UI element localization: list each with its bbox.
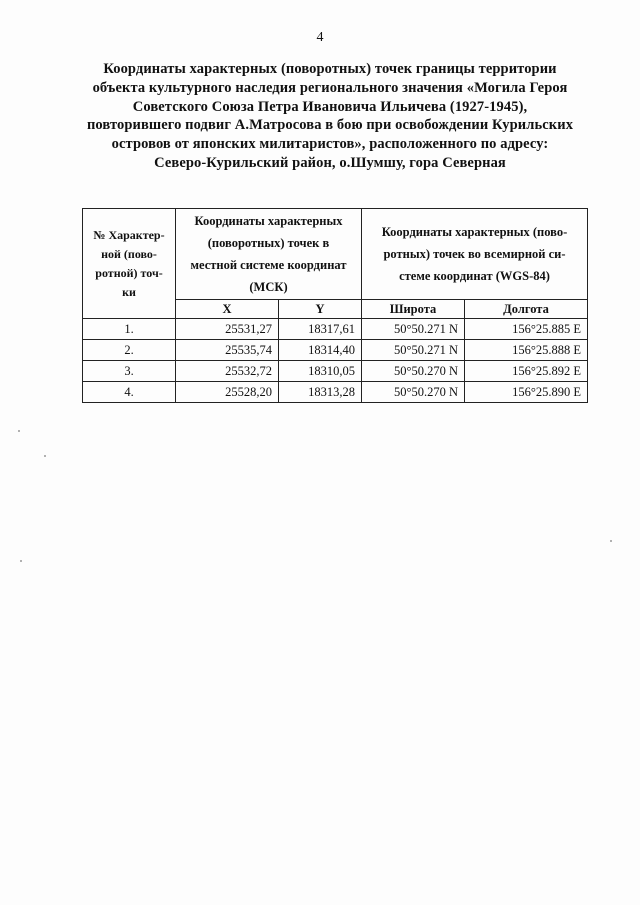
scan-speck (20, 560, 22, 562)
header-text-line: ротной) точ- (95, 265, 163, 280)
cell-y: 18313,28 (279, 382, 362, 403)
header-wgs-coordinates (362, 209, 588, 300)
cell-x: 25528,20 (176, 382, 279, 403)
cell-y: 18314,40 (279, 340, 362, 361)
header-point-number (83, 209, 176, 319)
table-row (83, 361, 588, 382)
cell-point-number: 2. (83, 340, 176, 361)
title-line: Координаты характерных (поворотных) точек границы территории (103, 61, 557, 77)
cell-latitude: 50°50.270 N (362, 382, 465, 403)
title-line: объекта культурного наследия регионального значения «Могила Героя (92, 79, 568, 96)
header-text-line: стеме координат (WGS-84) (399, 269, 550, 283)
column-header-y: Y (279, 300, 362, 319)
cell-x: 25535,74 (176, 340, 279, 361)
scan-speck (44, 455, 46, 457)
header-text-line: Координаты характерных (пово- (381, 225, 568, 239)
cell-latitude: 50°50.270 N (362, 361, 465, 382)
header-text-line: (поворотных) точек в (207, 236, 330, 250)
cell-point-number: 4. (83, 382, 176, 403)
title-line: повторившего подвиг А.Матросова в бою при освобождении Курильских (86, 117, 574, 134)
scan-speck (610, 540, 612, 542)
cell-x: 25531,27 (176, 319, 279, 340)
column-header-longitude: Долгота (465, 300, 588, 319)
cell-longitude: 156°25.888 E (465, 340, 588, 361)
header-text-line: № Характер- (93, 227, 165, 242)
header-text-line: ротных) точек во всемирной си- (383, 247, 566, 261)
table-row (83, 382, 588, 403)
header-text-line: (МСК) (249, 280, 288, 294)
cell-y: 18317,61 (279, 319, 362, 340)
coordinates-table (82, 208, 588, 403)
table-row (83, 319, 588, 340)
title-line: Советского Союза Петра Ивановича Ильичева (1927-1945), (132, 98, 528, 115)
header-msk-coordinates (176, 209, 362, 300)
table-header-row (83, 209, 588, 300)
cell-y: 18310,05 (279, 361, 362, 382)
cell-point-number: 3. (83, 361, 176, 382)
title-line: островов от японских милитаристов», расположенного по адресу: (111, 136, 549, 153)
header-text-line: Координаты характерных (194, 214, 343, 228)
page-number: 4 (316, 30, 324, 45)
cell-latitude: 50°50.271 N (362, 319, 465, 340)
header-text-line: ной (пово- (101, 246, 157, 261)
cell-point-number: 1. (83, 319, 176, 340)
cell-longitude: 156°25.892 E (465, 361, 588, 382)
scan-speck (18, 430, 20, 432)
cell-latitude: 50°50.271 N (362, 340, 465, 361)
cell-longitude: 156°25.890 E (465, 382, 588, 403)
table-row (83, 340, 588, 361)
column-header-latitude: Широта (362, 300, 465, 319)
header-text-line: местной системе координат (190, 258, 347, 272)
document-title (70, 60, 590, 173)
cell-x: 25532,72 (176, 361, 279, 382)
column-header-x: X (176, 300, 279, 319)
cell-longitude: 156°25.885 E (465, 319, 588, 340)
title-line: Северо-Курильский район, о.Шумшу, гора Северная (154, 154, 506, 171)
header-text-line: ки (122, 284, 136, 299)
